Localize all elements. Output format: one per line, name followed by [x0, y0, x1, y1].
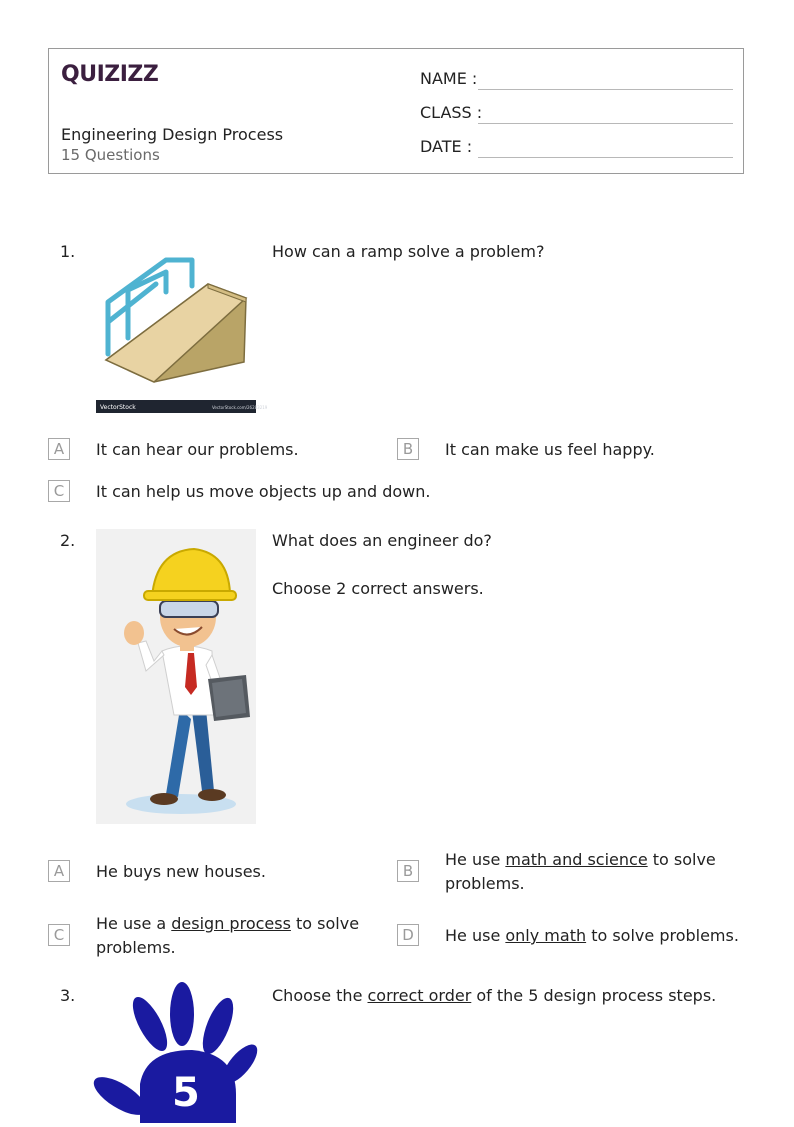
option-1b-text: It can make us feel happy.: [445, 440, 655, 459]
quizizz-logo: [61, 59, 159, 93]
ramp-image: [96, 242, 268, 414]
image-credit-right: VectorStock.com/26283219: [212, 405, 268, 410]
option-2a-text: He buys new houses.: [96, 862, 266, 881]
option-1c-letter[interactable]: C: [48, 480, 70, 502]
image-credit-left: VectorStock: [100, 404, 136, 411]
option-1a-letter[interactable]: A: [48, 438, 70, 460]
hand-number-five: 5: [172, 1070, 200, 1116]
option-2d-letter[interactable]: D: [397, 924, 419, 946]
math-and-science-underline: math and science: [505, 850, 648, 869]
worksheet-title: Engineering Design Process: [61, 125, 284, 144]
svg-text:QUIZIZZ: QUIZIZZ: [61, 62, 159, 87]
date-label: DATE :: [420, 137, 473, 156]
option-2b-letter[interactable]: B: [397, 860, 419, 882]
date-line[interactable]: [478, 157, 733, 158]
name-line[interactable]: [478, 89, 733, 90]
design-process-underline: design process: [171, 914, 291, 933]
only-math-underline: only math: [505, 926, 587, 945]
question-2-number: 2.: [60, 531, 76, 550]
name-label: NAME :: [420, 69, 478, 88]
question-3-prompt: Choose the correct order of the 5 design process steps.: [272, 986, 717, 1005]
option-2a-letter[interactable]: A: [48, 860, 70, 882]
question-2-prompt: What does an engineer do?: [272, 531, 492, 550]
quizizz-logo-mark: [61, 59, 159, 87]
question-1-prompt: How can a ramp solve a problem?: [272, 242, 545, 261]
worksheet-header: [48, 48, 744, 174]
option-2c-text: He use a design process to solve problems.: [96, 914, 360, 957]
engineer-image: [96, 529, 256, 824]
option-1b-letter[interactable]: B: [397, 438, 419, 460]
option-1a-text: It can hear our problems.: [96, 440, 299, 459]
question-1-number: 1.: [60, 242, 76, 261]
five-hand-image: [96, 984, 256, 1123]
correct-order-underline: correct order: [367, 986, 472, 1005]
option-2b-text: He use math and science to solve problems.: [445, 850, 716, 893]
question-3-number: 3.: [60, 986, 76, 1005]
option-2c-letter[interactable]: C: [48, 924, 70, 946]
option-1c-text: It can help us move objects up and down.: [96, 482, 431, 501]
question-count: 15 Questions: [61, 146, 160, 164]
question-2-instruction: Choose 2 correct answers.: [272, 579, 484, 598]
class-label: CLASS :: [420, 103, 483, 122]
option-2d-text: He use only math to solve problems.: [445, 926, 739, 945]
class-line[interactable]: [478, 123, 733, 124]
